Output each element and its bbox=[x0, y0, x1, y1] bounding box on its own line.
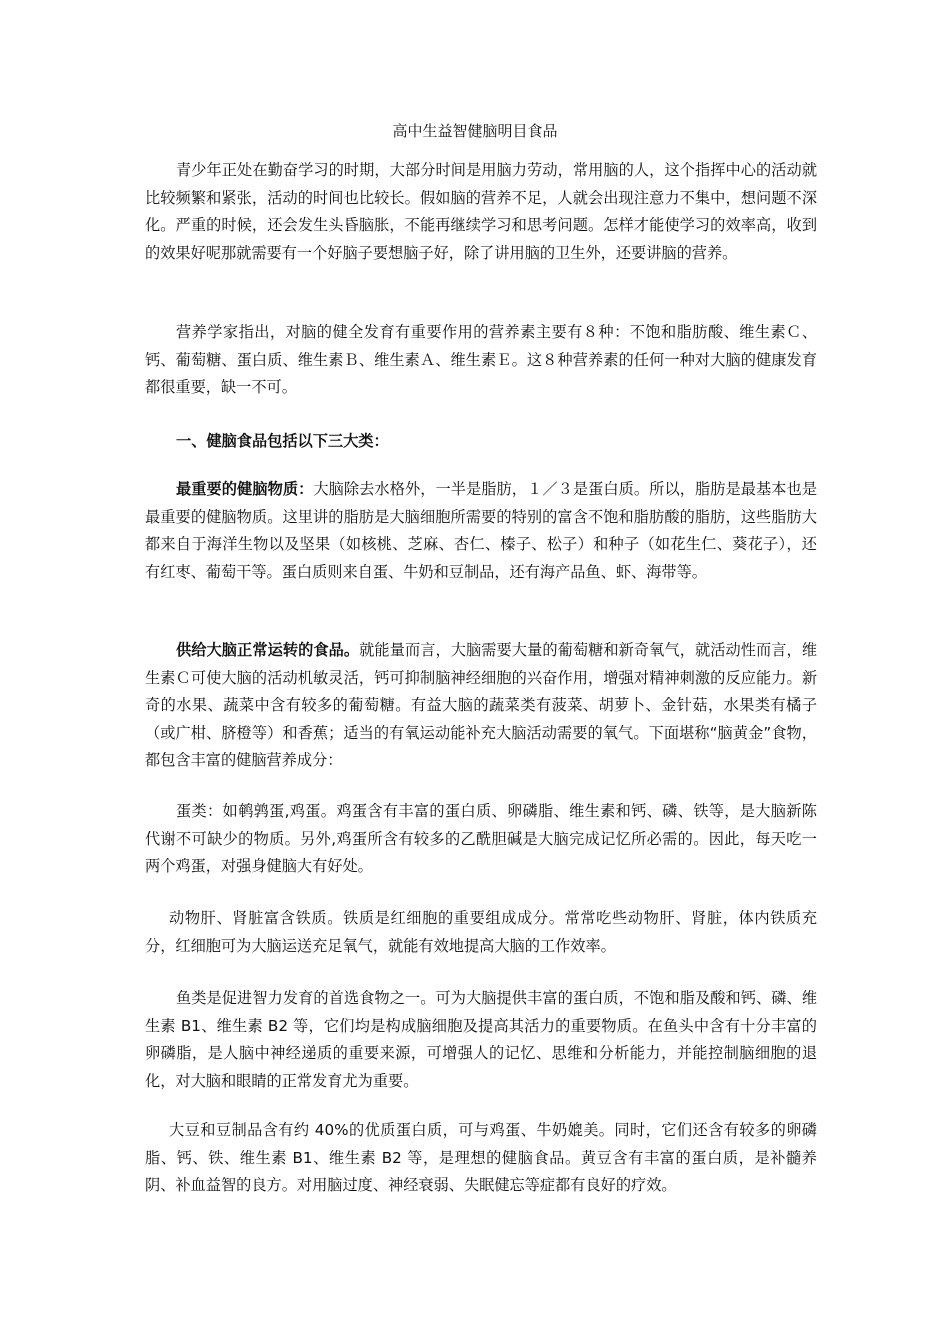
section-heading: 一、健脑食品包括以下三大类： bbox=[176, 432, 389, 450]
food-paragraph-fish: 鱼类是促进智力发育的首选食物之一。可为大脑提供丰富的蛋白质，不饱和脂及酸和钙、磷、维生素 B1、维生素 B2 等，它们均是构成脑细胞及提高其活力的重要物质。在鱼头中含有十分丰富的卵磷脂，是人脑中神经递质的重要来源，可增强人的记忆、思维和分析能力，并能控制脑细胞的退化，对大脑和眼睛的正常发育尤为重要。 bbox=[145, 989, 817, 1090]
food-paragraph-soy: 大豆和豆制品含有约 40%的优质蛋白质，可与鸡蛋、牛奶媲美。同时，它们还含有较多的卵磷脂、钙、铁、维生素 B1、维生素 B2 等，是理想的健脑食品。黄豆含有丰富的蛋白质，是补髓养阴、补血益智的良方。对用脑过度、神经衰弱、失眠健忘等症都有良好的疗效。 bbox=[145, 1121, 817, 1195]
food-paragraph-liver: 动物肝、肾脏富含铁质。铁质是红细胞的重要组成成分。常常吃些动物肝、肾脏，体内铁质充分，红细胞可为大脑运送充足氧气，就能有效地提高大脑的工作效率。 bbox=[145, 909, 817, 955]
food-paragraph-eggs: 蛋类：如鹌鹑蛋,鸡蛋。鸡蛋含有丰富的蛋白质、卵磷脂、维生素和钙、磷、铁等，是大脑新陈代谢不可缺少的物质。另外,鸡蛋所含有较多的乙酰胆碱是大脑完成记忆所必需的。因此，每天吃一两个鸡蛋，对强身健脑大有好处。 bbox=[145, 802, 817, 876]
category-2-text: 就能量而言，大脑需要大量的葡萄糖和新奇氧气，就活动性而言，维生素Ｃ可使大脑的活动机敏灵活，钙可抑制脑神经细胞的兴奋作用，增强对精神刺激的反应能力。新奇的水果、蔬菜中含有较多的葡萄糖。有益大脑的蔬菜类有菠菜、胡萝卜、金针菇，水果类有橘子（或广柑、脐橙等）和香蕉；适当的有氧运动能补充大脑活动需要的氧气。下面堪称“脑黄金”食物，都包含丰富的健脑营养成分： bbox=[145, 641, 818, 770]
category-2-lead: 供给大脑正常运转的食品。 bbox=[176, 641, 360, 659]
category-1-lead: 最重要的健脑物质： bbox=[176, 480, 314, 498]
category-1-text: 大脑除去水格外，一半是脂肪，１／３是蛋白质。所以，脂肪是最基本也是最重要的健脑物质。这里讲的脂肪是大脑细胞所需要的特别的富含不饱和脂肪酸的脂肪，这些脂肪大都来自于海洋生物以及坚果（如核桃、芝麻、杏仁、榛子、松子）和种子（如花生仁、葵花子），还有红枣、葡萄干等。蛋白质则来自蛋、牛奶和豆制品，还有海产品鱼、虾、海带等。 bbox=[145, 480, 818, 581]
document-title: 高中生益智健脑明目食品 bbox=[392, 122, 558, 140]
category-paragraph-2 bbox=[145, 637, 817, 775]
intro-paragraph-1: 青少年正处在勤奋学习的时期，大部分时间是用脑力劳动，常用脑的人，这个指挥中心的活动就比较频繁和紧张，活动的时间也比较长。假如脑的营养不足，人就会出现注意力不集中，想问题不深化。严重的时候，还会发生头昏脑胀，不能再继续学习和思考问题。怎样才能使学习的效率高，收到的效果好呢那就需要有一个好脑子要想脑子好，除了讲用脑的卫生外，还要讲脑的营养。 bbox=[145, 161, 817, 262]
category-paragraph-1 bbox=[145, 476, 817, 586]
intro-paragraph-2: 营养学家指出，对脑的健全发育有重要作用的营养素主要有８种：不饱和脂肪酸、维生素Ｃ、钙、葡萄糖、蛋白质、维生素Ｂ、维生素Ａ、维生素Ｅ。这８种营养素的任何一种对大脑的健康发育都很重要，缺一不可。 bbox=[145, 323, 817, 397]
